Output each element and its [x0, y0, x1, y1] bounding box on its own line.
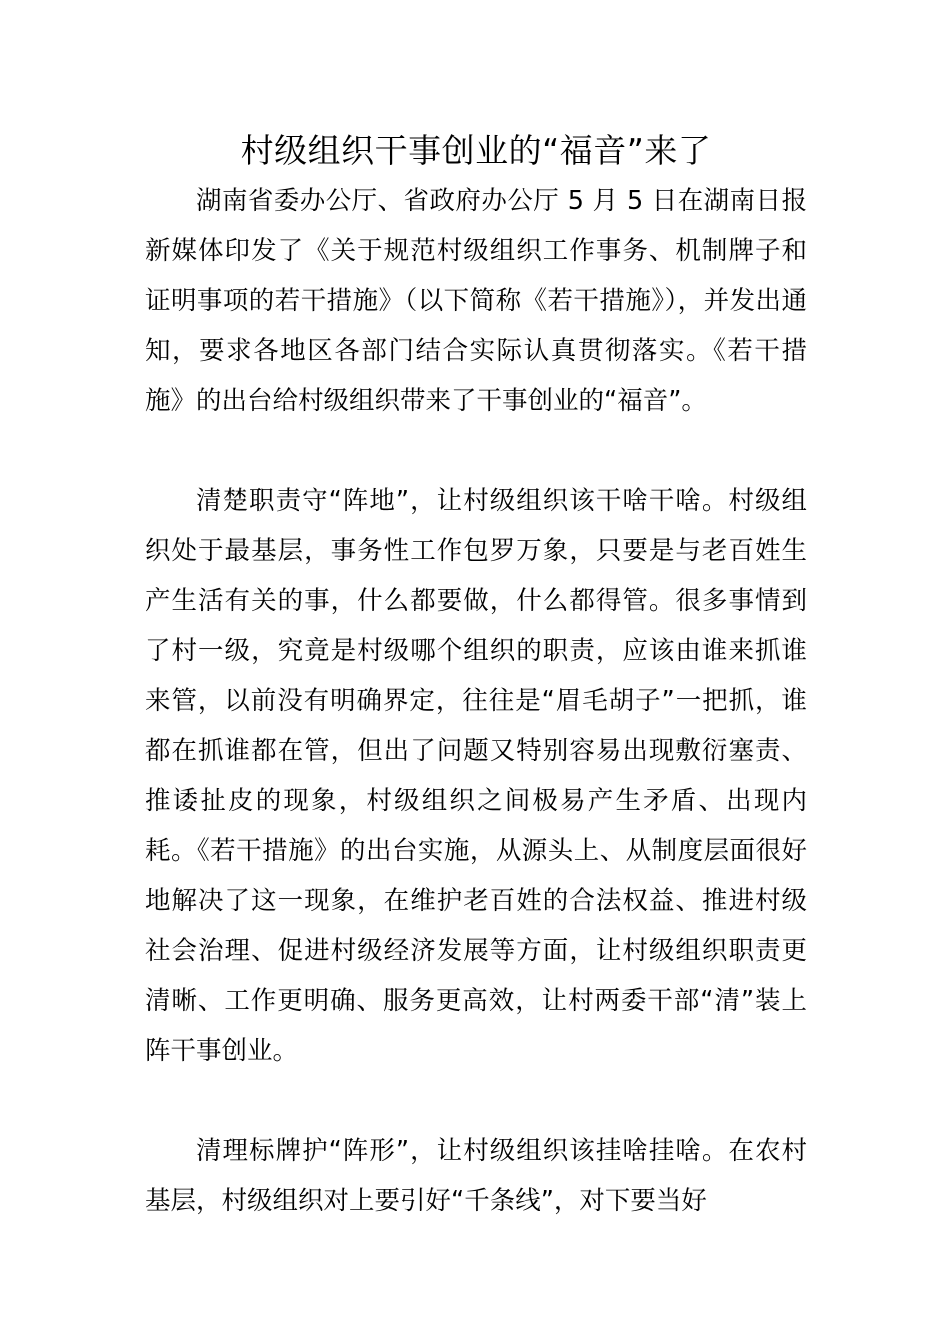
- paragraph-gap: [145, 426, 807, 476]
- paragraph-signs: 清理标牌护“阵形”，让村级组织该挂啥挂啥。在农村基层，村级组织对上要引好“千条线”，对下要当好: [145, 1136, 807, 1216]
- paragraph-intro: 湖南省委办公厅、省政府办公厅 5 月 5 日在湖南日报新媒体印发了《关于规范村级组织工作事务、机制牌子和证明事项的若干措施》（以下简称《若干措施》），并发出通知，要求各地区各部门结合实际认真贯彻落实。《若干措施》的出台给村级组织带来了干事创业的“福音”。: [145, 186, 807, 416]
- document-page: [145, 128, 807, 1226]
- paragraph-duties: 清楚职责守“阵地”，让村级组织该干啥干啥。村级组织处于最基层，事务性工作包罗万象，只要是与老百姓生产生活有关的事，什么都要做，什么都得管。很多事情到了村一级，究竟是村级哪个组织的职责，应该由谁来抓谁来管，以前没有明确界定，往往是“眉毛胡子”一把抓，谁都在抓谁都在管，但出了问题又特别容易出现敷衍塞责、推诿扯皮的现象，村级组织之间极易产生矛盾、出现内耗。《若干措施》的出台实施，从源头上、从制度层面很好地解决了这一现象，在维护老百姓的合法权益、推进村级社会治理、促进村级经济发展等方面，让村级组织职责更清晰、工作更明确、服务更高效，让村两委干部“清”装上阵干事创业。: [145, 486, 807, 1066]
- paragraph-gap: [145, 1076, 807, 1126]
- document-title: 村级组织干事创业的“福音”来了: [240, 131, 712, 170]
